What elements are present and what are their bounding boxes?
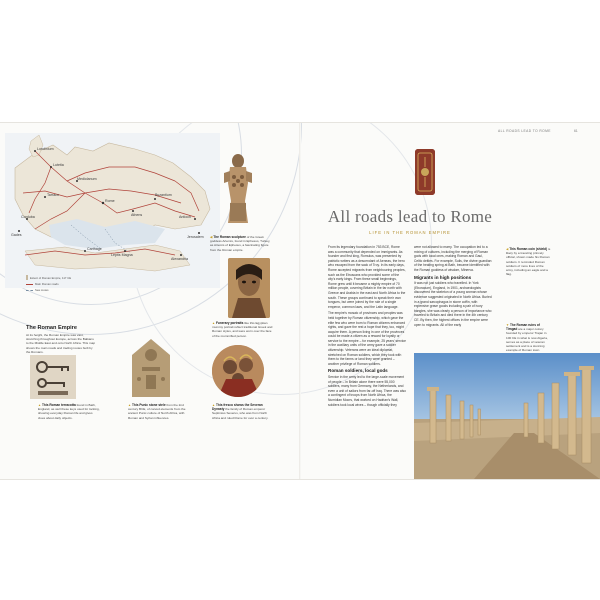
map-label: Gades: [11, 233, 22, 237]
mummy-portrait-image: [228, 258, 270, 318]
caption-text: like this Egyptian mummy portrait reflect traditional Greek and Roman styles, and were worn over the face of the mummified person.: [212, 321, 273, 338]
book-spread: [0, 122, 600, 480]
caption-text: the family of Roman emperor Septimius Severus, who was from North Africa and ruled Rome for over a century.: [212, 407, 269, 420]
caption-title: This Punic stone stele: [131, 403, 166, 407]
body-paragraph: Service in the army led to the large-scale movement of people – in Britain alone there were 55,000 soldiers, many from Germany, the Netherlands, and even a unit of sailors from far-off Iraq. There was also a contingent of troops from North Africa, the Numidian Moors, that worked on Hadrian's Wall, soldiers took local wives – though officially they: [328, 375, 406, 407]
page-gutter: [299, 123, 301, 479]
map-label: Lutetia: [53, 163, 64, 167]
page-subtitle: LIFE IN THE ROMAN EMPIRE: [369, 230, 451, 235]
artemis-caption: [210, 235, 272, 252]
caption-marker: ▼: [506, 323, 510, 327]
roman-keys-image: [30, 355, 76, 399]
caption-marker: ◀: [506, 247, 509, 251]
map-label: Byzantium: [155, 193, 172, 197]
stele-caption: [128, 403, 190, 420]
panel-heading: The Roman Empire: [26, 325, 77, 331]
panel-text: At its height, the Roman Empire was vast, stretching throughout Europe, across the Balkans to the Middle East and onto North Africa. This map shows the main roads and trading routes built by the Romans.: [26, 333, 96, 354]
caption-text: found in Bath, England, as well these keys used for locking, showing everyday Roman life and gives clues about daily objects.: [38, 403, 100, 420]
legend-label: Main Roman roads: [35, 282, 59, 286]
caption-text: is likely by a traveling princely official, shown made his Roman soldiers. It reminded Roman soldiers of more lives of the army, including an eagle and a flag.: [506, 247, 551, 277]
legend-label: Extent of Roman Empire, 117 CE: [30, 275, 72, 280]
roman-empire-panel: [26, 325, 96, 354]
map-label: Rome: [105, 199, 115, 203]
caption-text: of the Greek goddess Artemis, found in Ephesus, Turkey, as Artemis of Ephesus, a fascinating figure from the Roman empire.: [210, 235, 271, 252]
running-header: ALL ROADS LEAD TO ROME: [498, 129, 551, 133]
caption-title: The Roman ruins of Timgad: [506, 323, 540, 332]
legend-swatch: [26, 290, 33, 291]
caption-marker: ▲: [38, 403, 42, 407]
map-graphic: [5, 133, 220, 288]
keys-caption: [38, 403, 100, 420]
section-heading: Migrants in high positions: [414, 274, 472, 280]
shield-caption: [506, 247, 552, 276]
caption-marker: ▲: [212, 321, 216, 325]
portrait-caption: [212, 321, 274, 338]
map-label: Leptis Magna: [111, 253, 133, 257]
map-label: Londinium: [37, 147, 54, 151]
legend-swatch: [26, 284, 33, 285]
caption-title: The Roman sculpture: [213, 235, 246, 239]
map-label: Corduba: [21, 215, 35, 219]
body-paragraph: The empire's mosaic of provinces and peoples was held together by Roman citizenship, which gave the elite few who were born to Roman citizens enhanced rights, and gave the rest a hope that they, too, might acquire them. A person living in one of the provinces could be made a citizen as a reward for loyalty or service to the empire – for example, 25 years' service in the auxiliary units of the army gave a soldier citizenship. Veterans were an ideal diplomat, stretched on Roman soldiers, which they took with them to the farms or land they were granted – another privilege of Roman soldiers.: [328, 311, 406, 366]
map-label: Tarraco: [47, 193, 59, 197]
legend-label: Sea routes: [35, 288, 49, 292]
caption-title: Funerary portraits: [215, 321, 244, 325]
section-heading: Roman soldiers, local gods: [328, 368, 388, 374]
timgad-ruins-photo: [414, 353, 600, 479]
caption-title: This Roman terracotta: [41, 403, 76, 407]
map-legend: [26, 275, 72, 294]
caption-text: from the 2nd century BCE, of carved elements from the ancient Punic culture of North Africa, with Roman and Syrian influences.: [128, 403, 186, 420]
roman-shield-image: [415, 149, 435, 195]
body-paragraph: were not allowed to marry. The occupation led to a mixing of cultures, including the merging of Roman gods with local ones, making Roman and Gaul, Celtic deities. For example, Sulis, the divine guardian of the healing spring at Bath, became identified with the Roman goddess of wisdom, Minerva.: [414, 245, 492, 272]
text-column-2: [414, 245, 492, 329]
tondo-caption: [212, 403, 274, 420]
map-label: Antioch: [179, 215, 191, 219]
text-column-1: [328, 245, 406, 409]
page-number: 61: [574, 129, 578, 133]
severan-tondo-image: [212, 345, 264, 397]
legend-item: [26, 275, 72, 280]
roman-empire-map: [5, 133, 220, 288]
legend-item: [26, 282, 66, 286]
map-label: Jerusalem: [187, 235, 204, 239]
map-label: Carthage: [87, 247, 102, 251]
map-label: Alexandria: [171, 257, 188, 261]
caption-marker: ▲: [212, 403, 216, 407]
caption-marker: ▲: [128, 403, 132, 407]
caption-title: This fresco shows the Severan Dynasty: [212, 403, 263, 412]
stone-stele-image: [130, 339, 172, 397]
map-label: Mediolanum: [77, 177, 97, 181]
caption-title: This Roman coin (shield): [509, 247, 548, 251]
legend-swatch: [26, 275, 28, 280]
ruins-caption: [506, 323, 552, 357]
caption-marker: ◀: [210, 235, 213, 239]
artemis-statue-image: [218, 153, 258, 228]
page-title: All roads lead to Rome: [327, 207, 493, 226]
caption-text: are a major colony founded by emperor Trajan in 100 CE in what is now Algeria, serves as a place of veteran settlement and is a stunning example of Roman town: [506, 327, 548, 353]
body-paragraph: From its legendary foundation in 753 BCE, Rome was a community that depended on immigrants. As founder and first king, Romulus, was presented by patriotic writers as a descendant of Aeneas, the hero who escaped from the sack of Troy. In its early days, Rome accepted migrants from neighbouring peoples, such as the Etruscans who provided some of the city's early kings. From these small beginnings, Rome grew until it became a mighty empire of 70 million people, covering Britain in the far north with Greece and Arabia in the east and North Africa to the south. These groups continued to speak their own tongues, but were joined by the rule of a single emperor, common laws, and the Latin language.: [328, 245, 406, 309]
map-label: Athens: [131, 213, 143, 217]
body-paragraph: It was not just soldiers who travelled. In York (Eboracum), England, in 1901, archaeologists discovered the skeleton of a young woman whose evidence suggested originated in North Africa. Buried in a grand sarcophagus in stone coffin, with expensive grave goods including a pair of ivory bangles, she was clearly a person of importance who traveled to Britain and died there in the 4th century CE. By then, the highest offices in the empire were open to migrants. All of the early: [414, 281, 492, 327]
legend-item: [26, 288, 66, 292]
